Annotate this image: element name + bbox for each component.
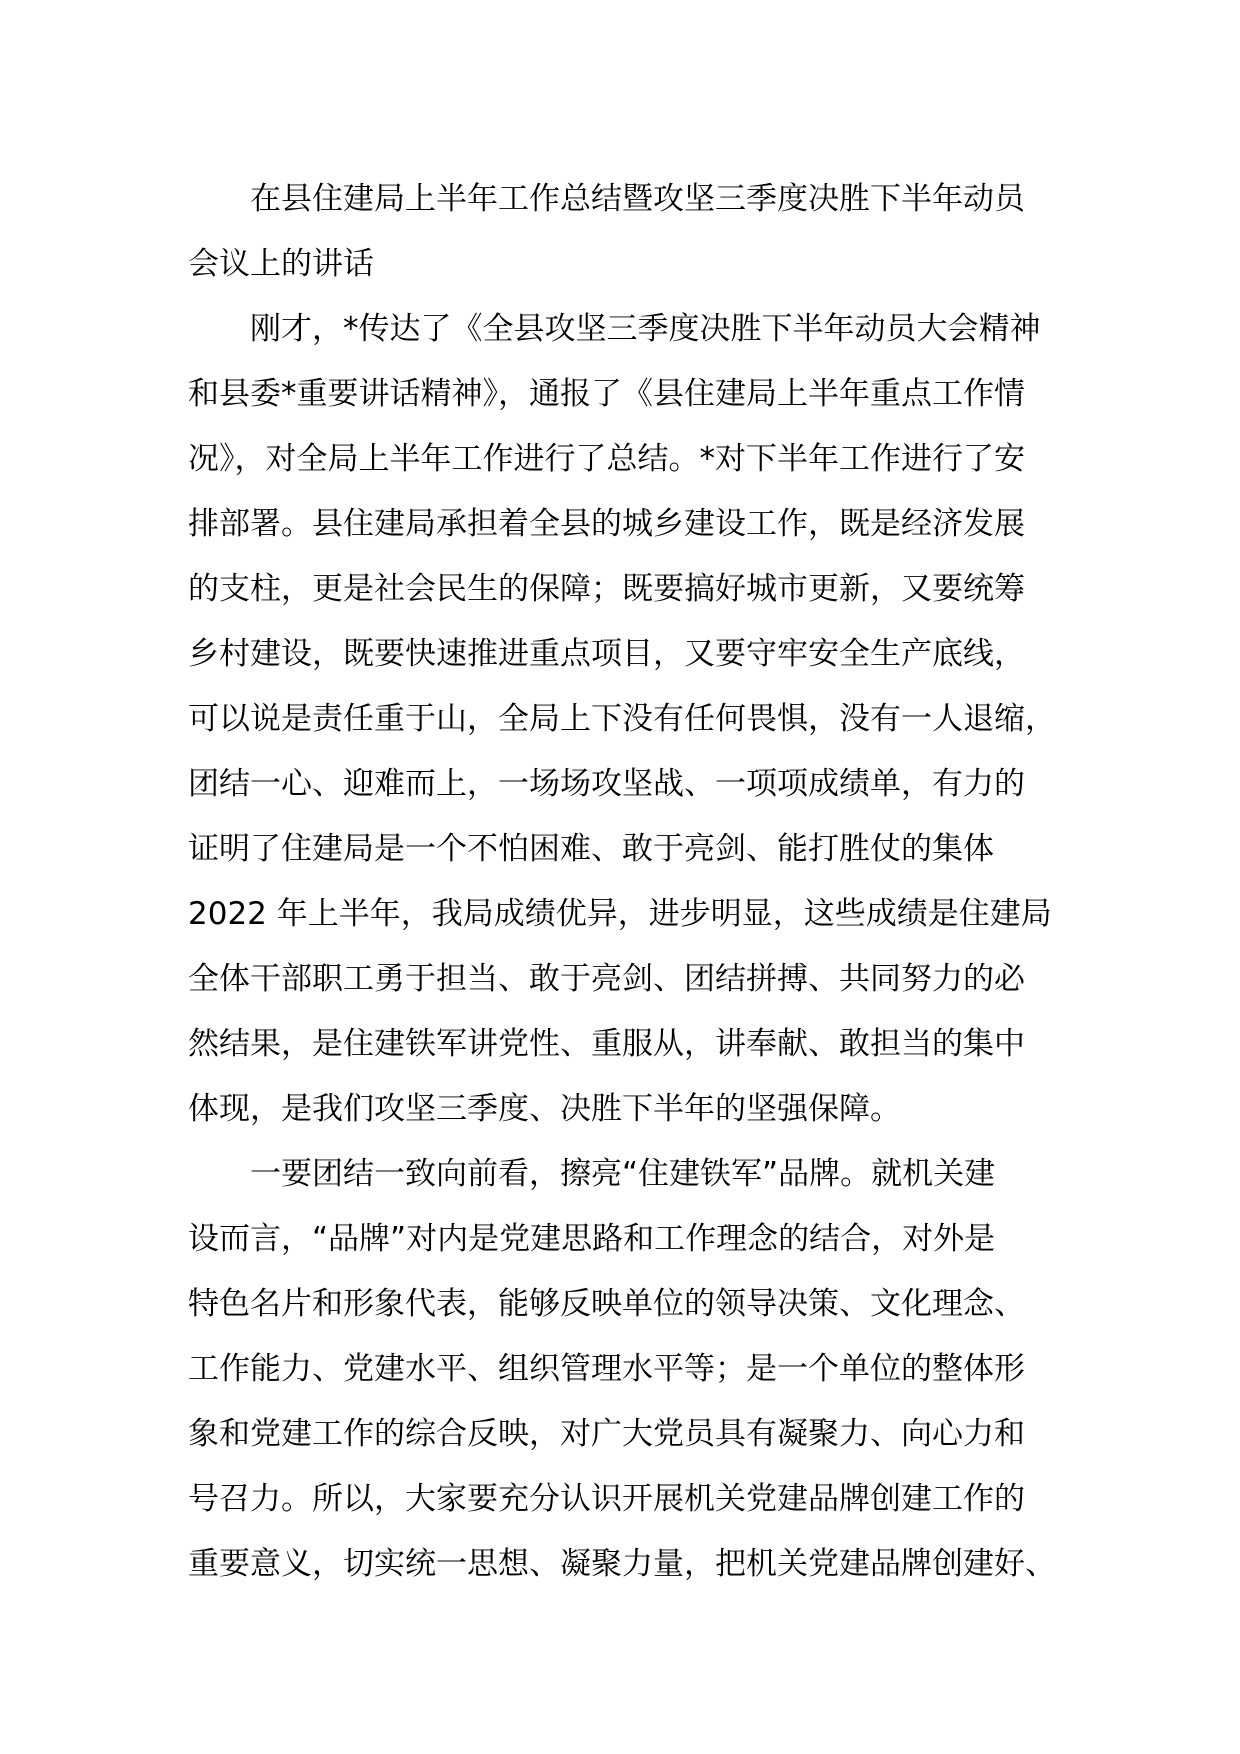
paragraph-line: 全体干部职工勇于担当、敢于亮剑、团结拼搏、共同努力的必 [188,961,1025,997]
title-line: 会议上的讲话 [188,246,374,282]
paragraph-line: 乡村建设，既要快速推进重点项目，又要守牢安全生产底线， [188,636,1025,672]
paragraph-line: 排部署。县住建局承担着全县的城乡建设工作，既是经济发展 [188,506,1025,542]
paragraph-line: 和县委*重要讲话精神》，通报了《县住建局上半年重点工作情 [188,376,1025,412]
title-line: 在县住建局上半年工作总结暨攻坚三季度决胜下半年动员 [250,181,1025,217]
paragraph-line: 的支柱，更是社会民生的保障；既要搞好城市更新，又要统筹 [188,571,1025,607]
paragraph-line: 特色名片和形象代表，能够反映单位的领导决策、文化理念、 [188,1286,1025,1322]
paragraph-line: 象和党建工作的综合反映，对广大党员具有凝聚力、向心力和 [188,1416,1025,1452]
paragraph-line: 证明了住建局是一个不怕困难、敢于亮剑、能打胜仗的集体 [188,831,994,867]
paragraph-line: 然结果，是住建铁军讲党性、重服从，讲奉献、敢担当的集中 [188,1026,1025,1062]
paragraph-1 [188,297,1056,1142]
document-page [188,167,1056,1597]
paragraph-line: 号召力。所以，大家要充分认识开展机关党建品牌创建工作的 [188,1481,1025,1517]
document-title [188,167,1050,297]
paragraph-line: 一要团结一致向前看，擦亮“住建铁军”品牌。就机关建 [250,1156,996,1192]
paragraph-line: 工作能力、党建水平、组织管理水平等；是一个单位的整体形 [188,1351,1025,1387]
paragraph-line: 体现，是我们攻坚三季度、决胜下半年的坚强保障。 [188,1091,901,1127]
paragraph-line: 设而言，“品牌”对内是党建思路和工作理念的结合，对外是 [188,1221,996,1257]
paragraph-line: 可以说是责任重于山，全局上下没有任何畏惧，没有一人退缩， [188,701,1056,737]
paragraph-line: 团结一心、迎难而上，一场场攻坚战、一项项成绩单，有力的 [188,766,1025,802]
paragraph-line: 2022 年上半年，我局成绩优异，进步明显，这些成绩是住建局 [188,896,1052,932]
paragraph-line: 况》，对全局上半年工作进行了总结。*对下半年工作进行了安 [188,441,1025,477]
paragraph-2 [188,1142,1056,1597]
paragraph-line: 重要意义，切实统一思想、凝聚力量，把机关党建品牌创建好、 [188,1546,1056,1582]
paragraph-line: 刚才，*传达了《全县攻坚三季度决胜下半年动员大会精神 [250,311,1041,347]
